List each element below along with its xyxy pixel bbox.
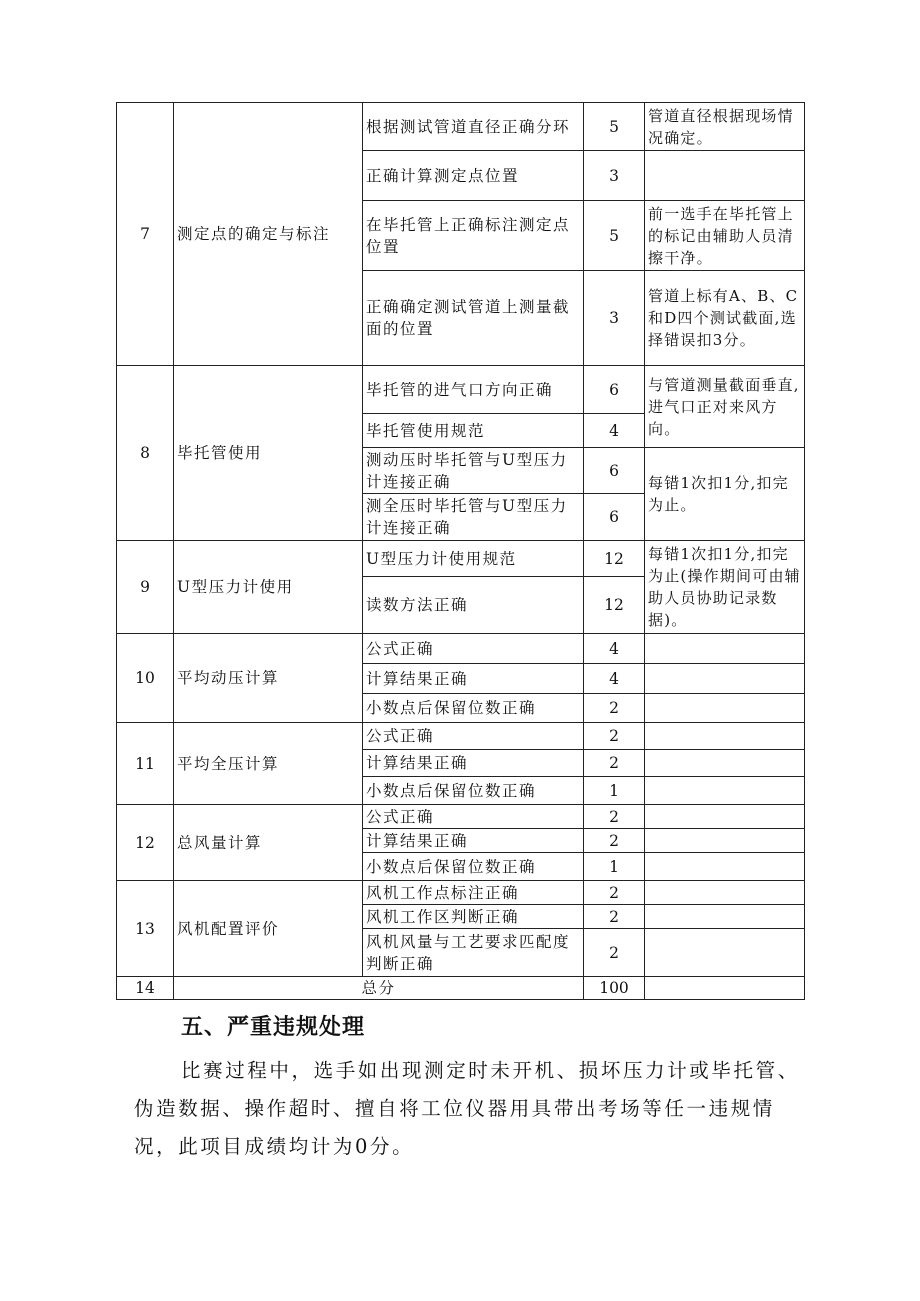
points: 2 — [584, 750, 645, 777]
note: 管道直径根据现场情况确定。 — [645, 103, 805, 151]
criterion: 小数点后保留位数正确 — [363, 777, 584, 805]
note: 每错1次扣1分,扣完为止(操作期间可由辅助人员协助记录数据)。 — [645, 541, 805, 634]
scoring-table — [116, 102, 805, 1000]
note — [645, 829, 805, 853]
note — [645, 723, 805, 750]
criterion: 毕托管的进气口方向正确 — [363, 366, 584, 414]
criterion: 正确计算测定点位置 — [363, 151, 584, 201]
note — [645, 777, 805, 805]
criterion: 风机工作点标注正确 — [363, 881, 584, 905]
note — [645, 929, 805, 977]
section-paragraph: 比赛过程中，选手如出现测定时未开机、损坏压力计或毕托管、伪造数据、操作超时、擅自将工位仪器用具带出考场等任一违规情况，此项目成绩均计为0分。 — [134, 1059, 800, 1158]
table-row — [117, 103, 805, 151]
points: 1 — [584, 853, 645, 881]
table-row-total — [117, 977, 805, 1000]
criterion: 毕托管使用规范 — [363, 414, 584, 448]
item-name: U型压力计使用 — [174, 541, 363, 634]
item-number: 13 — [117, 881, 174, 977]
note — [645, 881, 805, 905]
points: 3 — [584, 151, 645, 201]
points: 4 — [584, 634, 645, 664]
points: 12 — [584, 577, 645, 634]
points: 2 — [584, 905, 645, 929]
criterion: 公式正确 — [363, 723, 584, 750]
note — [645, 664, 805, 694]
criterion: 风机工作区判断正确 — [363, 905, 584, 929]
item-number: 11 — [117, 723, 174, 805]
points: 2 — [584, 723, 645, 750]
note: 管道上标有A、B、C和D四个测试截面,选择错误扣3分。 — [645, 271, 805, 366]
points: 2 — [584, 829, 645, 853]
item-name: 风机配置评价 — [174, 881, 363, 977]
item-number: 10 — [117, 634, 174, 723]
note — [645, 977, 805, 1000]
table-row — [117, 723, 805, 750]
item-name: 毕托管使用 — [174, 366, 363, 541]
criterion: 测动压时毕托管与U型压力计连接正确 — [363, 448, 584, 494]
criterion: U型压力计使用规范 — [363, 541, 584, 577]
note: 每错1次扣1分,扣完为止。 — [645, 448, 805, 541]
total-label: 总分 — [174, 977, 584, 1000]
criterion: 正确确定测试管道上测量截面的位置 — [363, 271, 584, 366]
points: 2 — [584, 929, 645, 977]
note — [645, 805, 805, 829]
points: 2 — [584, 694, 645, 723]
item-number: 8 — [117, 366, 174, 541]
note — [645, 853, 805, 881]
note — [645, 151, 805, 201]
points: 2 — [584, 805, 645, 829]
item-name: 测定点的确定与标注 — [174, 103, 363, 366]
criterion: 读数方法正确 — [363, 577, 584, 634]
criterion: 小数点后保留位数正确 — [363, 694, 584, 723]
points: 6 — [584, 494, 645, 541]
table-row — [117, 366, 805, 414]
points: 4 — [584, 664, 645, 694]
points: 3 — [584, 271, 645, 366]
note — [645, 905, 805, 929]
points: 5 — [584, 103, 645, 151]
criterion: 测全压时毕托管与U型压力计连接正确 — [363, 494, 584, 541]
table-row — [117, 881, 805, 905]
section-heading: 五、严重违规处理 — [181, 1015, 366, 1040]
table-row — [117, 541, 805, 577]
note — [645, 694, 805, 723]
points: 4 — [584, 414, 645, 448]
note — [645, 750, 805, 777]
note — [645, 634, 805, 664]
criterion: 公式正确 — [363, 634, 584, 664]
criterion: 计算结果正确 — [363, 829, 584, 853]
criterion: 小数点后保留位数正确 — [363, 853, 584, 881]
criterion: 风机风量与工艺要求匹配度判断正确 — [363, 929, 584, 977]
table-row — [117, 634, 805, 664]
note: 前一选手在毕托管上的标记由辅助人员清擦干净。 — [645, 201, 805, 271]
points: 6 — [584, 448, 645, 494]
points: 5 — [584, 201, 645, 271]
total-points: 100 — [584, 977, 645, 1000]
criterion: 根据测试管道直径正确分环 — [363, 103, 584, 151]
item-name: 平均全压计算 — [174, 723, 363, 805]
criterion: 计算结果正确 — [363, 664, 584, 694]
points: 2 — [584, 881, 645, 905]
note: 与管道测量截面垂直,进气口正对来风方向。 — [645, 366, 805, 448]
points: 6 — [584, 366, 645, 414]
item-number: 14 — [117, 977, 174, 1000]
criterion: 在毕托管上正确标注测定点位置 — [363, 201, 584, 271]
item-number: 12 — [117, 805, 174, 881]
criterion: 计算结果正确 — [363, 750, 584, 777]
points: 1 — [584, 777, 645, 805]
item-name: 总风量计算 — [174, 805, 363, 881]
item-number: 7 — [117, 103, 174, 366]
table-row — [117, 805, 805, 829]
item-number: 9 — [117, 541, 174, 634]
item-name: 平均动压计算 — [174, 634, 363, 723]
points: 12 — [584, 541, 645, 577]
criterion: 公式正确 — [363, 805, 584, 829]
